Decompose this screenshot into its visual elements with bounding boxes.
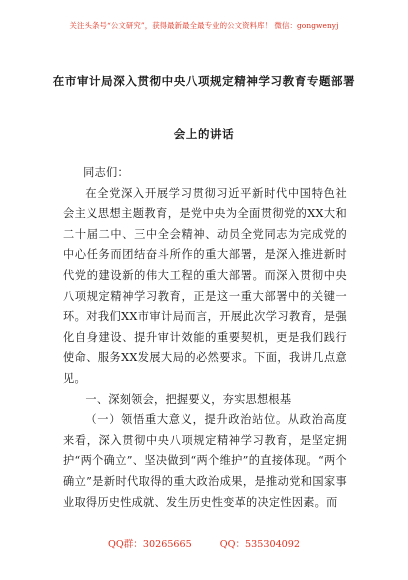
header-banner: 关注头条号“公文研究”，获得最新最全最专业的公文资料库！ 微信：gongwenyj [69, 21, 339, 30]
body-paragraph: 在全党深入开展学习贯彻习近平新时代中国特色社会主义思想主题教育，是党中央为全面贯彻党的XX大和二十届二中、三中全会精神、动员全党同志为完成党的中心任务而团结奋斗所作的重大部署，是深入推进新时代党的建设新的伟大工程的重大部署。而深入贯彻中央八项规定精神学习教育，正是这一重大部署中的关键一环。对我们XX市审计局而言，开展此次学习教育，是强化自身建设、提升审计效能的重要契机，更是我们践行使命、服务XX发展大局的必然要求。下面，我讲几点意见。 [63, 186, 347, 385]
subsection-paragraph: （一）领悟重大意义，提升政治站位。从政治高度来看，深入贯彻中央八项规定精神学习教育，是坚定拥护“两个确立”、坚决做到“两个维护”的直接体现。“两个确立”是新时代取得的重大政治成果，是推动党和国家事业取得历史性成就、发生历史性变革的决定性因素。而 [63, 413, 347, 509]
footer-contact [0, 536, 408, 550]
salutation: 同志们： [83, 166, 129, 179]
document-subtitle: 会上的讲话 [173, 127, 235, 141]
footer-qq: QQ：535304092 [219, 539, 300, 550]
document-title: 在市审计局深入贯彻中央八项规定精神学习教育专题部署 [52, 74, 356, 88]
document-body [63, 163, 347, 513]
section-heading: 一、深刻领会，把握要义，夯实思想根基 [85, 392, 292, 406]
footer-qq-group: QQ群：30265665 [107, 539, 192, 550]
